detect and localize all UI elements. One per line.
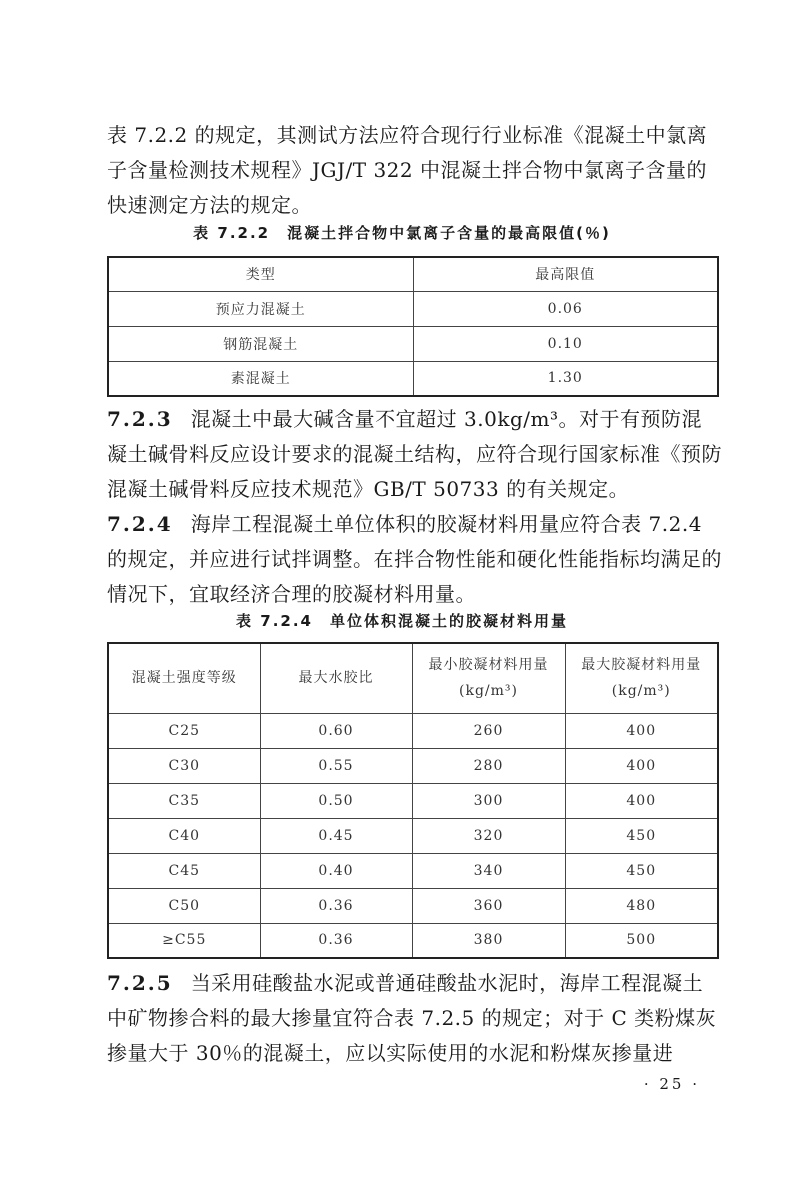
water-binder-cell: 0.45 [260,818,412,853]
table-724-caption: 表 7.2.4 单位体积混凝土的胶凝材料用量 [236,612,568,630]
header-max-binder [565,643,718,713]
header-max-label: 最大胶凝材料用量 [581,657,702,674]
max-binder-cell: 450 [565,818,718,853]
limit-cell: 1.30 [413,361,718,396]
table-row [108,853,718,888]
section-725-number: 7.2.5 [107,971,173,995]
min-binder-cell: 340 [412,853,565,888]
grade-cell: C40 [108,818,260,853]
header-min-unit: (kg/m³) [459,683,518,700]
header-min-label: 最小胶凝材料用量 [428,657,549,674]
table-row [108,923,718,958]
grade-cell: ≥C55 [108,923,260,958]
limit-cell: 0.10 [413,326,718,361]
section-723-number: 7.2.3 [107,407,173,431]
table-header-row [108,257,718,291]
type-cell: 钢筋混凝土 [108,326,413,361]
section-723-text: 混凝土中最大碱含量不宜超过 3.0kg/m³。对于有预防混凝土碱骨料反应设计要求的混凝土结构，应符合现行国家标准《预防混凝土碱骨料反应技术规范》GB/T 50733 的有关规定。 [107,407,722,501]
header-min-binder [412,643,565,713]
min-binder-cell: 380 [412,923,565,958]
grade-cell: C50 [108,888,260,923]
table-row [108,888,718,923]
table-724 [107,642,719,959]
max-binder-cell: 400 [565,783,718,818]
max-binder-cell: 450 [565,853,718,888]
section-723-paragraph [107,402,722,507]
table-row [108,818,718,853]
section-724-number: 7.2.4 [107,512,173,536]
header-max-unit: (kg/m³) [611,683,671,700]
type-cell: 素混凝土 [108,361,413,396]
header-limit: 最高限值 [413,257,718,291]
min-binder-cell: 280 [412,748,565,783]
max-binder-cell: 500 [565,923,718,958]
water-binder-cell: 0.36 [260,888,412,923]
max-binder-cell: 400 [565,748,718,783]
table-722 [107,256,719,397]
min-binder-cell: 320 [412,818,565,853]
max-binder-cell: 400 [565,713,718,748]
grade-cell: C45 [108,853,260,888]
table-row [108,748,718,783]
water-binder-cell: 0.50 [260,783,412,818]
min-binder-cell: 260 [412,713,565,748]
type-cell: 预应力混凝土 [108,291,413,326]
limit-cell: 0.06 [413,291,718,326]
water-binder-cell: 0.60 [260,713,412,748]
table-722-caption: 表 7.2.2 混凝土拌合物中氯离子含量的最高限值(％) [193,224,611,242]
grade-cell: C35 [108,783,260,818]
max-binder-cell: 480 [565,888,718,923]
intro-paragraph [107,118,722,223]
section-725-text: 当采用硅酸盐水泥或普通硅酸盐水泥时，海岸工程混凝土中矿物掺合料的最大掺量宜符合表 7.2.5 的规定；对于 C 类粉煤灰掺量大于 30％的混凝土，应以实际使用的水泥和粉煤灰掺量进 [107,971,717,1065]
table-row [108,291,718,326]
grade-cell: C30 [108,748,260,783]
water-binder-cell: 0.40 [260,853,412,888]
table-header-row [108,643,718,713]
table-row [108,713,718,748]
table-row [108,783,718,818]
header-grade: 混凝土强度等级 [108,643,260,713]
water-binder-cell: 0.55 [260,748,412,783]
grade-cell: C25 [108,713,260,748]
table-row [108,326,718,361]
section-724-paragraph [107,507,722,612]
section-725-paragraph [107,966,722,1071]
intro-text: 表 7.2.2 的规定，其测试方法应符合现行行业标准《混凝土中氯离子含量检测技术规程》JGJ/T 322 中混凝土拌合物中氯离子含量的快速测定方法的规定。 [107,123,708,217]
min-binder-cell: 360 [412,888,565,923]
min-binder-cell: 300 [412,783,565,818]
section-724-text: 海岸工程混凝土单位体积的胶凝材料用量应符合表 7.2.4 的规定，并应进行试拌调整。在拌合物性能和硬化性能指标均满足的情况下，宜取经济合理的胶凝材料用量。 [107,512,722,606]
table-row [108,361,718,396]
page-number: · 25 · [643,1075,700,1093]
header-water-binder: 最大水胶比 [260,643,412,713]
water-binder-cell: 0.36 [260,923,412,958]
header-type: 类型 [108,257,413,291]
